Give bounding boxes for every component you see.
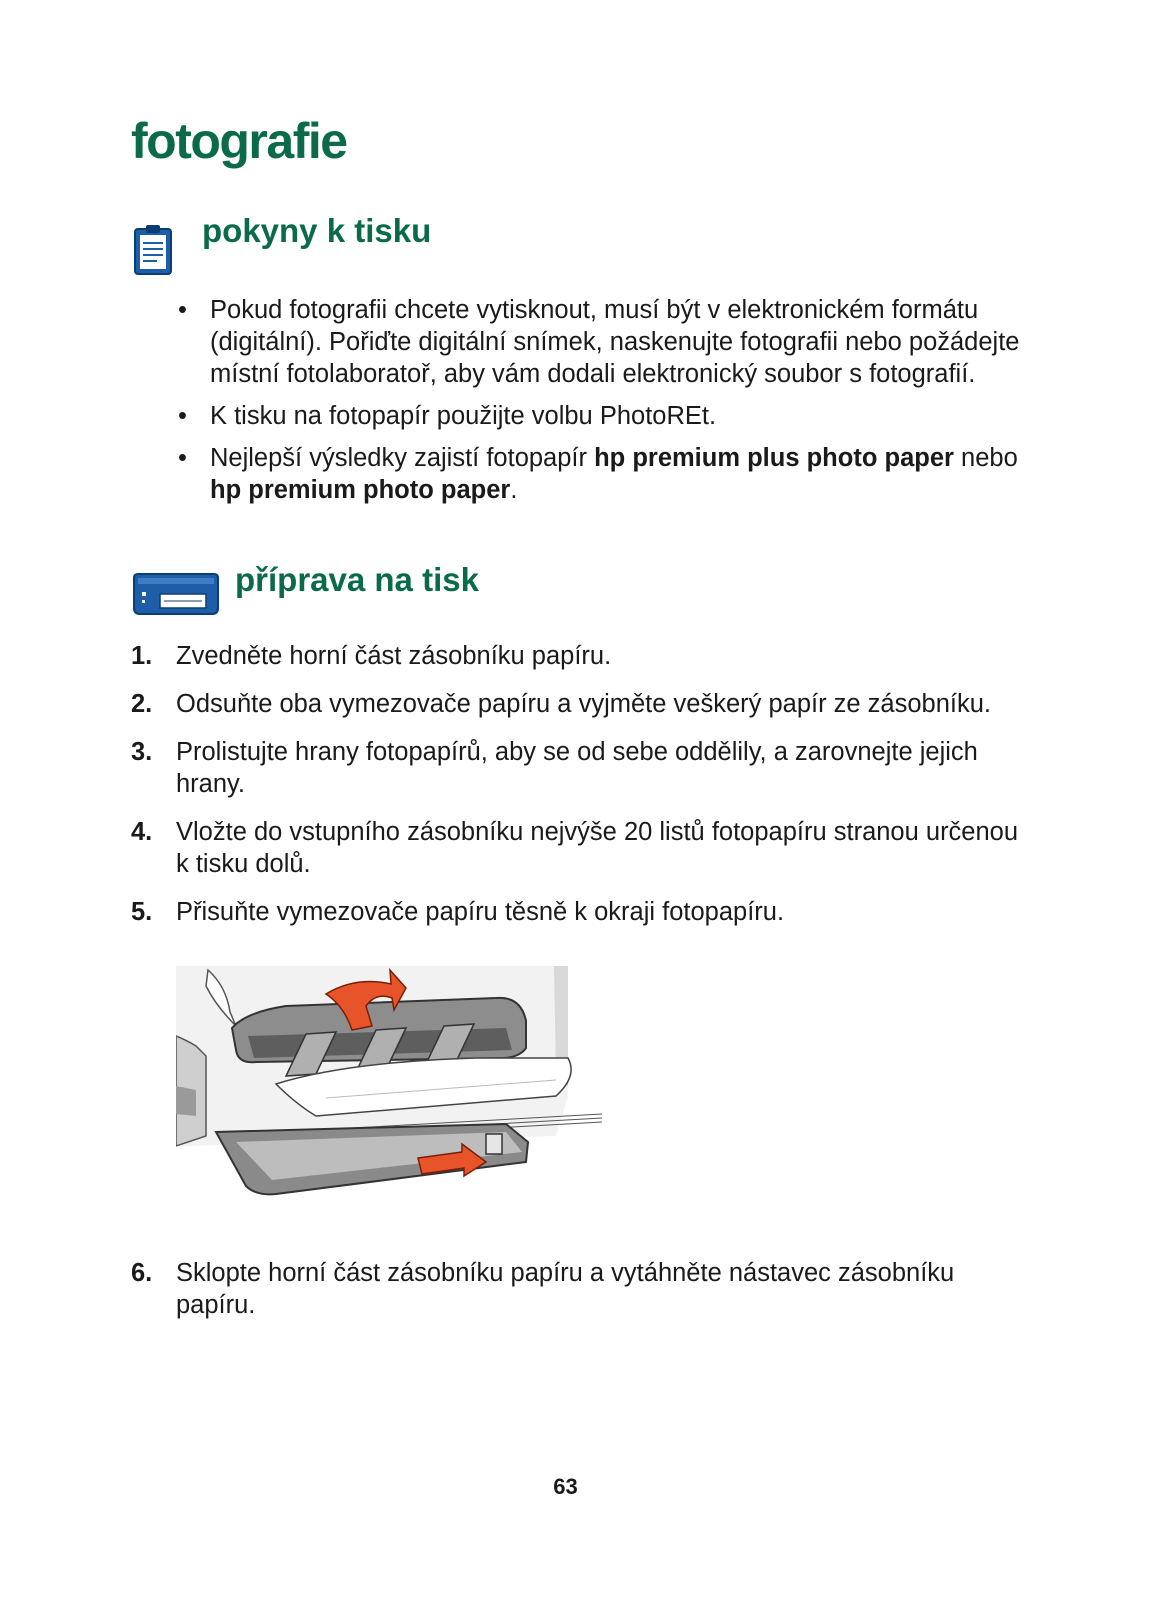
- step-number: 5.: [131, 898, 153, 926]
- list-item: 3. Prolistujte hrany fotopapírů, aby se od sebe oddělily, a zarovnejte jejich hrany.: [131, 738, 978, 798]
- step-number: 6.: [131, 1259, 153, 1287]
- paper-name: hp premium photo paper: [210, 476, 511, 504]
- bullet-icon: •: [178, 444, 187, 472]
- step-number: 3.: [131, 738, 153, 766]
- section-title-priprava: příprava na tisk: [235, 561, 479, 598]
- step-number: 4.: [131, 818, 153, 846]
- list-item: • K tisku na fotopapír použijte volbu PhotoREt.: [178, 402, 717, 430]
- list-item: 5. Přisuňte vymezovače papíru těsně k okraji fotopapíru.: [131, 898, 785, 926]
- steps-list: [131, 640, 1031, 944]
- list-item: 6. Sklopte horní část zásobníku papíru a vytáhněte nástavec zásobníku papíru.: [131, 1259, 955, 1319]
- bullet-icon: •: [178, 296, 187, 324]
- tips-list: [178, 294, 1028, 516]
- section-header-pokyny: [133, 221, 173, 277]
- list-item: 1. Zvedněte horní část zásobníku papíru.: [131, 642, 612, 670]
- list-item: • Pokud fotografii chcete vytisknout, musí být v elektronickém formátu (digitální). Pořiďte digitální snímek, naskenujte fotografii nebo požádejte místní fotolaboratoř, aby vám dodali elektronický soubor s fotografií.: [178, 296, 1020, 388]
- step-number: 2.: [131, 690, 153, 718]
- list-item: • Nejlepší výsledky zajistí fotopapír hp premium plus photo paper nebo hp premium photo paper.: [178, 444, 1018, 504]
- paper-tray-illustration: [176, 966, 606, 1211]
- section-title-pokyny: pokyny k tisku: [202, 212, 432, 249]
- bullet-icon: •: [178, 402, 187, 430]
- paper-name: hp premium plus photo paper: [594, 444, 954, 472]
- list-item: 2. Odsuňte oba vymezovače papíru a vyjměte veškerý papír ze zásobníku.: [131, 690, 992, 718]
- list-item: 4. Vložte do vstupního zásobníku nejvýše 20 listů fotopapíru stranou určenou k tisku dolů.: [131, 818, 1019, 878]
- printer-icon: [132, 572, 220, 616]
- section-header-priprava: [132, 572, 220, 616]
- page-number: 63: [553, 1474, 578, 1499]
- clipboard-icon: [133, 221, 173, 277]
- page-title: fotografie: [131, 113, 347, 169]
- step-number: 1.: [131, 642, 153, 670]
